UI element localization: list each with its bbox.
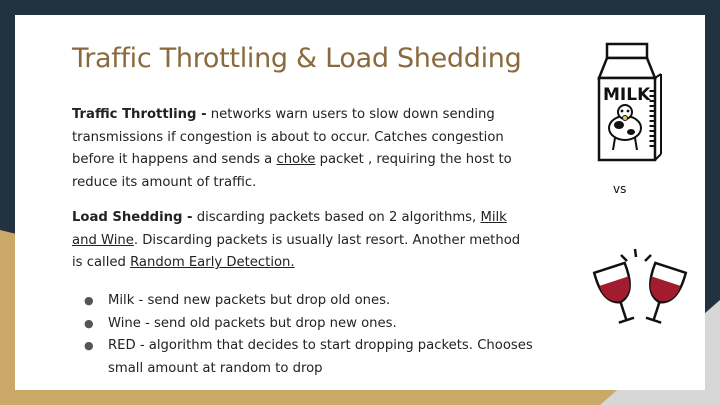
- bullet-dot-icon: ●: [84, 339, 94, 352]
- bullet-dot-icon: ●: [84, 316, 94, 330]
- slide: [15, 15, 705, 390]
- bullet-text: Milk - send new packets but drop old ones.: [108, 293, 391, 308]
- load-shedding-term: Load Shedding -: [72, 210, 193, 225]
- bullet-dot-icon: ●: [84, 294, 94, 307]
- traffic-throttling-term: Traffic Throttling -: [72, 107, 207, 122]
- choke-link[interactable]: choke: [276, 152, 316, 167]
- list-item: [72, 290, 537, 313]
- traffic-throttling-text-b: packet , requiring the host to reduce its amount of traffic.: [72, 152, 512, 190]
- load-shedding-text-a: discarding packets based on 2 algorithms,: [196, 210, 481, 225]
- vs-label: vs: [613, 182, 627, 196]
- load-shedding-text-b: . Discarding packets is usually last resort. Another method is called: [72, 232, 521, 270]
- bullet-text: RED - algorithm that decides to start dropping packets. Chooses small amount at random to drop: [108, 338, 533, 376]
- bullet-list: [72, 290, 537, 380]
- bullet-text: Wine - send old packets but drop new ones.: [108, 315, 397, 331]
- load-shedding-paragraph: [72, 207, 522, 275]
- slide-title: Traffic Throttling & Load Shedding: [72, 43, 522, 74]
- traffic-throttling-text-a: networks warn users to slow down sending transmissions if congestion is about to occur. Catches congestion before it happens and sends a: [72, 107, 504, 167]
- milk-and-wine-link[interactable]: Milk and Wine: [72, 210, 507, 248]
- traffic-throttling-paragraph: [72, 104, 522, 194]
- milk-carton-label: MILK: [603, 85, 651, 105]
- list-item: [72, 313, 537, 336]
- random-early-detection-link[interactable]: Random Early Detection.: [130, 255, 295, 270]
- milk-carton-icon: [593, 40, 663, 165]
- list-item: [72, 335, 537, 380]
- wine-glasses-icon: [585, 247, 695, 327]
